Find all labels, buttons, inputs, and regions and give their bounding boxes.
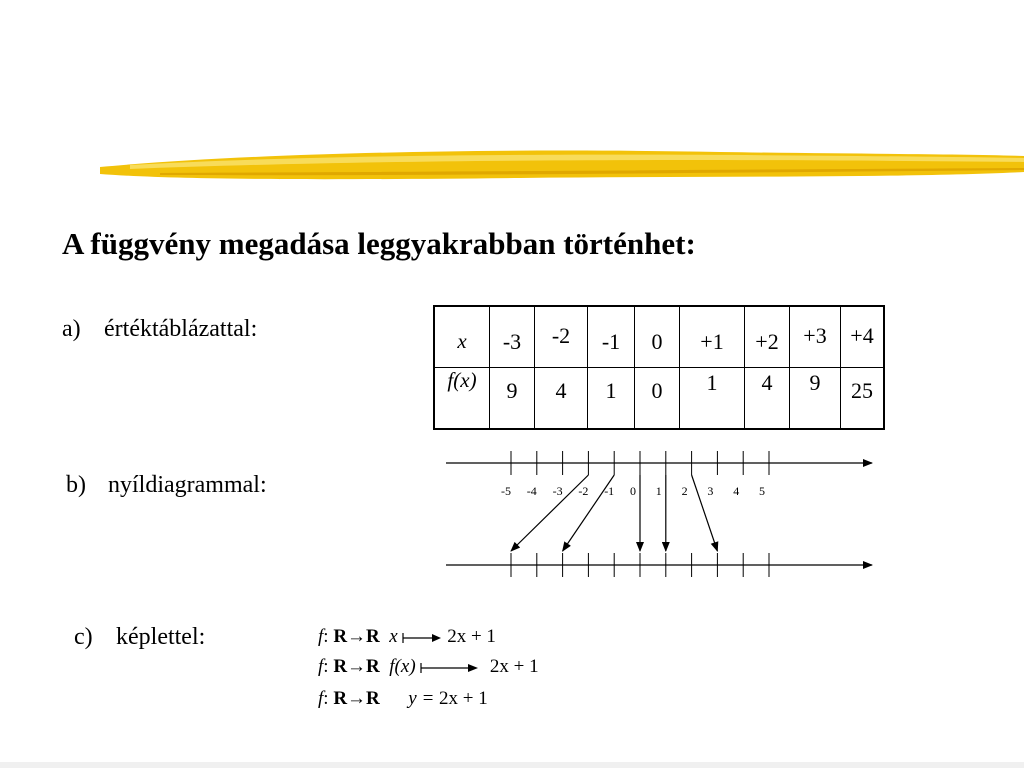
table-row-x xyxy=(434,306,884,368)
table-cell: +4 xyxy=(841,306,885,368)
tick-label: 1 xyxy=(655,484,662,498)
tick-label: -3 xyxy=(552,484,563,498)
mapsto-arrow-icon xyxy=(420,661,480,675)
table-row-fx xyxy=(434,368,884,430)
table-cell: -1 xyxy=(588,306,635,368)
mapping-arrow xyxy=(692,475,718,551)
item-letter: a) xyxy=(62,316,81,342)
mapsto-arrow-icon xyxy=(402,631,442,645)
list-item-a xyxy=(62,316,257,343)
page-title: A függvény megadása leggyakrabban történhet: xyxy=(62,226,696,261)
table-cell: +1 xyxy=(680,306,745,368)
table-cell: 9 xyxy=(790,368,841,430)
formula-mapsto-x: f: R→R x 2x + 1 xyxy=(318,626,496,647)
tick-label: 4 xyxy=(733,484,740,498)
table-cell: 1 xyxy=(680,368,745,430)
item-letter: c) xyxy=(74,624,93,650)
row-label-x: x xyxy=(434,306,490,368)
yellow-brush-stroke xyxy=(0,140,1024,190)
table-cell: 9 xyxy=(490,368,535,430)
item-text: nyíldiagrammal: xyxy=(108,472,267,498)
arrow-diagram xyxy=(440,448,880,583)
tick-label: 2 xyxy=(681,484,688,498)
formula-mapsto-fx: f: R→R f(x) 2x + 1 xyxy=(318,656,539,677)
item-letter: b) xyxy=(66,472,86,498)
list-item-c xyxy=(74,624,205,651)
table-cell: 1 xyxy=(588,368,635,430)
tick-label: 5 xyxy=(759,484,765,498)
table-cell: 4 xyxy=(535,368,588,430)
tick-label: 0 xyxy=(630,484,636,498)
table-cell: 0 xyxy=(635,306,680,368)
table-cell: 4 xyxy=(745,368,790,430)
tick-label: -4 xyxy=(526,484,537,498)
list-item-b xyxy=(66,472,267,499)
item-text: képlettel: xyxy=(116,624,206,650)
table-cell: 25 xyxy=(841,368,885,430)
bottom-divider xyxy=(0,762,1024,768)
table-cell: -2 xyxy=(535,306,588,368)
row-label-fx: f(x) xyxy=(434,368,490,430)
table-cell: 0 xyxy=(635,368,680,430)
mapping-arrow xyxy=(511,475,588,551)
formula-equation: f: R→R y = 2x + 1 xyxy=(318,688,488,709)
tick-label: -5 xyxy=(501,484,511,498)
table-cell: +3 xyxy=(790,306,841,368)
tick-label: -1 xyxy=(604,484,615,498)
tick-label: -2 xyxy=(578,484,589,498)
table-cell: -3 xyxy=(490,306,535,368)
item-text: értéktáblázattal: xyxy=(104,316,258,342)
tick-label: 3 xyxy=(707,484,714,498)
value-table xyxy=(433,305,885,430)
table-cell: +2 xyxy=(745,306,790,368)
